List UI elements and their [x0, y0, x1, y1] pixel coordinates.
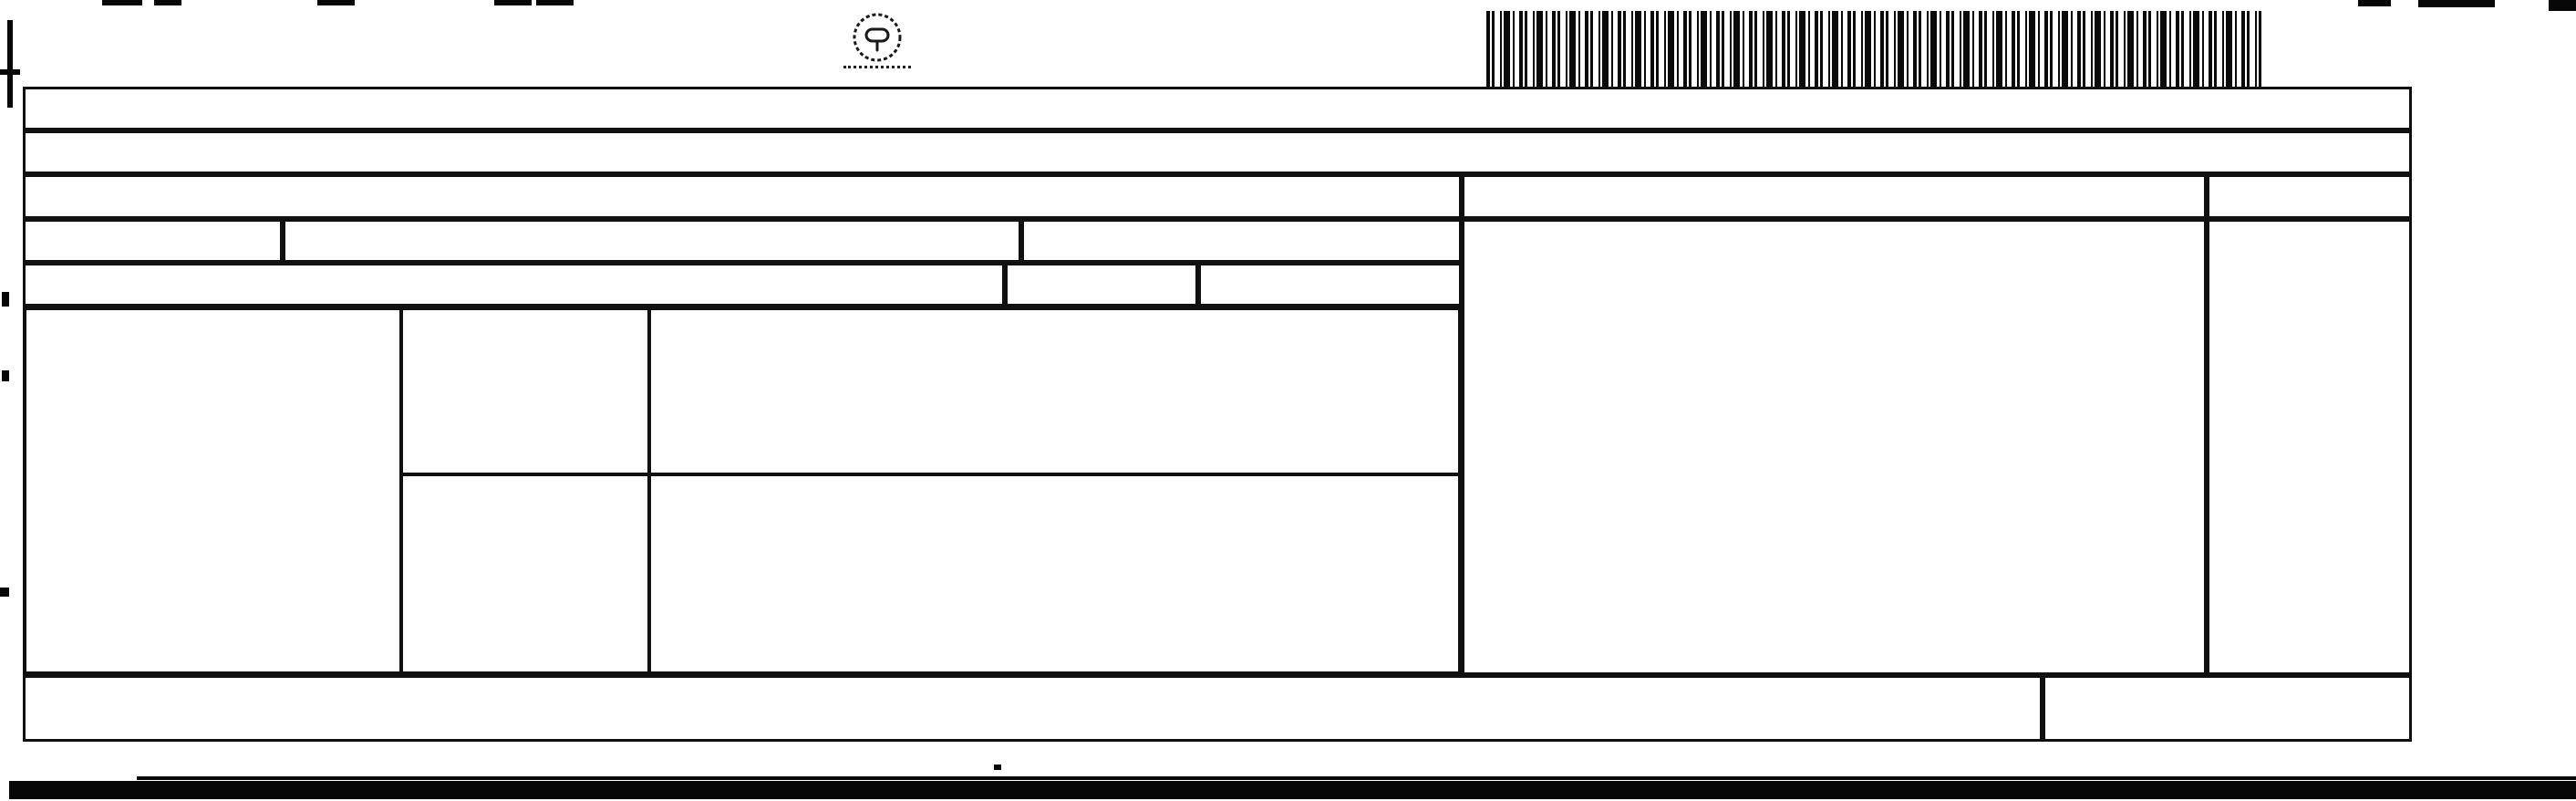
tel-cell — [1198, 263, 1462, 307]
scan-artifact — [2549, 0, 2576, 11]
visit-section-divider — [401, 473, 1462, 476]
scan-artifact — [2, 292, 9, 307]
tracking-barcode — [1486, 11, 2261, 88]
logo-squiggle — [843, 66, 911, 68]
visit-status-panel — [23, 307, 1462, 675]
panel-divider — [399, 307, 403, 675]
observaciones-box[interactable] — [2207, 219, 2412, 675]
firma-header-cell — [1462, 174, 2207, 219]
documento-cell — [283, 219, 1021, 263]
footer-info-cell — [23, 675, 2043, 742]
scan-artifact — [994, 765, 1001, 770]
scan-artifact — [317, 0, 355, 5]
scan-artifact — [2358, 0, 2391, 6]
admision-cell — [1021, 219, 1462, 263]
scan-artifact — [536, 0, 574, 5]
observaciones-header-cell — [2207, 174, 2412, 219]
guia-number-cell — [2043, 675, 2412, 742]
scan-artifact — [0, 69, 20, 75]
scan-artifact — [154, 0, 181, 5]
scan-artifact — [2, 370, 9, 381]
nombre-row — [23, 87, 2412, 130]
scan-artifact — [2418, 0, 2495, 7]
placa-cell — [23, 219, 283, 263]
scan-bottom-bar — [9, 781, 2576, 799]
direccion-row — [23, 130, 2412, 174]
firma-signature-box[interactable] — [1462, 219, 2207, 675]
certipostal-logo-icon — [851, 11, 904, 64]
scan-edge-line — [137, 776, 2576, 780]
scan-artifact — [102, 0, 142, 5]
panel-divider — [647, 307, 651, 675]
scan-artifact — [0, 588, 9, 597]
ciudad-cell — [23, 263, 1005, 307]
scan-artifact — [7, 20, 13, 108]
certipostal-logo — [832, 11, 923, 68]
tipo-envio-cell — [23, 174, 1462, 219]
scan-artifact — [494, 0, 532, 5]
id-cell — [1005, 263, 1198, 307]
